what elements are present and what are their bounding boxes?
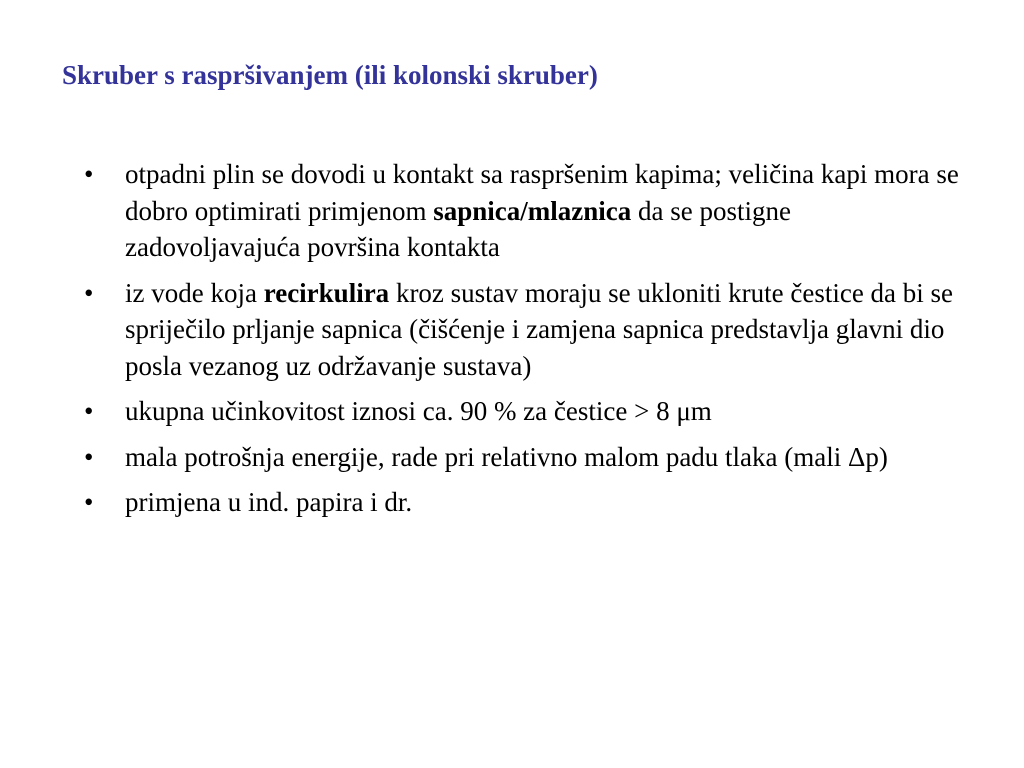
bullet-text-segment: primjena u ind. papira i dr.	[125, 487, 413, 517]
slide-title: Skruber s raspršivanjem (ili kolonski skruber)	[62, 60, 598, 90]
bullet-text-segment: mala potrošnja energije, rade pri relativno malom padu tlaka (mali Δp)	[125, 441, 888, 472]
bullet-item	[84, 393, 964, 430]
bullet-item	[84, 275, 964, 385]
bullet-text	[125, 487, 412, 517]
bullet-icon: •	[84, 487, 94, 517]
bullet-text	[125, 278, 953, 381]
bullet-icon: •	[84, 441, 94, 472]
bullet-list	[84, 156, 964, 530]
bullet-text	[125, 442, 888, 472]
bullet-text-segment: otpadni plin se dovodi u kontakt sa raspršenim kapima; veličina kapi mora se dobro optimirati primjenom	[125, 159, 959, 226]
bullet-icon: •	[84, 277, 94, 308]
bullet-icon: •	[84, 159, 94, 189]
bullet-text-segment: ukupna učinkovitost iznosi ca. 90 % za čestice > 8 μm	[125, 396, 712, 426]
bullet-text-segment: iz vode koja	[125, 277, 264, 308]
bullet-item	[84, 439, 964, 476]
bullet-icon: •	[84, 396, 94, 426]
bullet-item	[84, 484, 964, 521]
bullet-text-segment: da se postigne zadovoljavajuća površina kontakta	[125, 195, 791, 262]
bullet-text	[125, 396, 712, 426]
bullet-bold-term: sapnica/mlaznica	[433, 195, 632, 226]
bullet-item	[84, 156, 964, 266]
bullet-text-segment: kroz sustav moraju se ukloniti krute čestice da bi se spriječilo prljanje sapnica (čišćenje i zamjena sapnica predstavlja glavni dio posla vezanog uz održavanje sustava)	[125, 277, 954, 381]
bullet-bold-term: recirkulira	[263, 277, 390, 308]
bullet-text	[125, 159, 959, 262]
